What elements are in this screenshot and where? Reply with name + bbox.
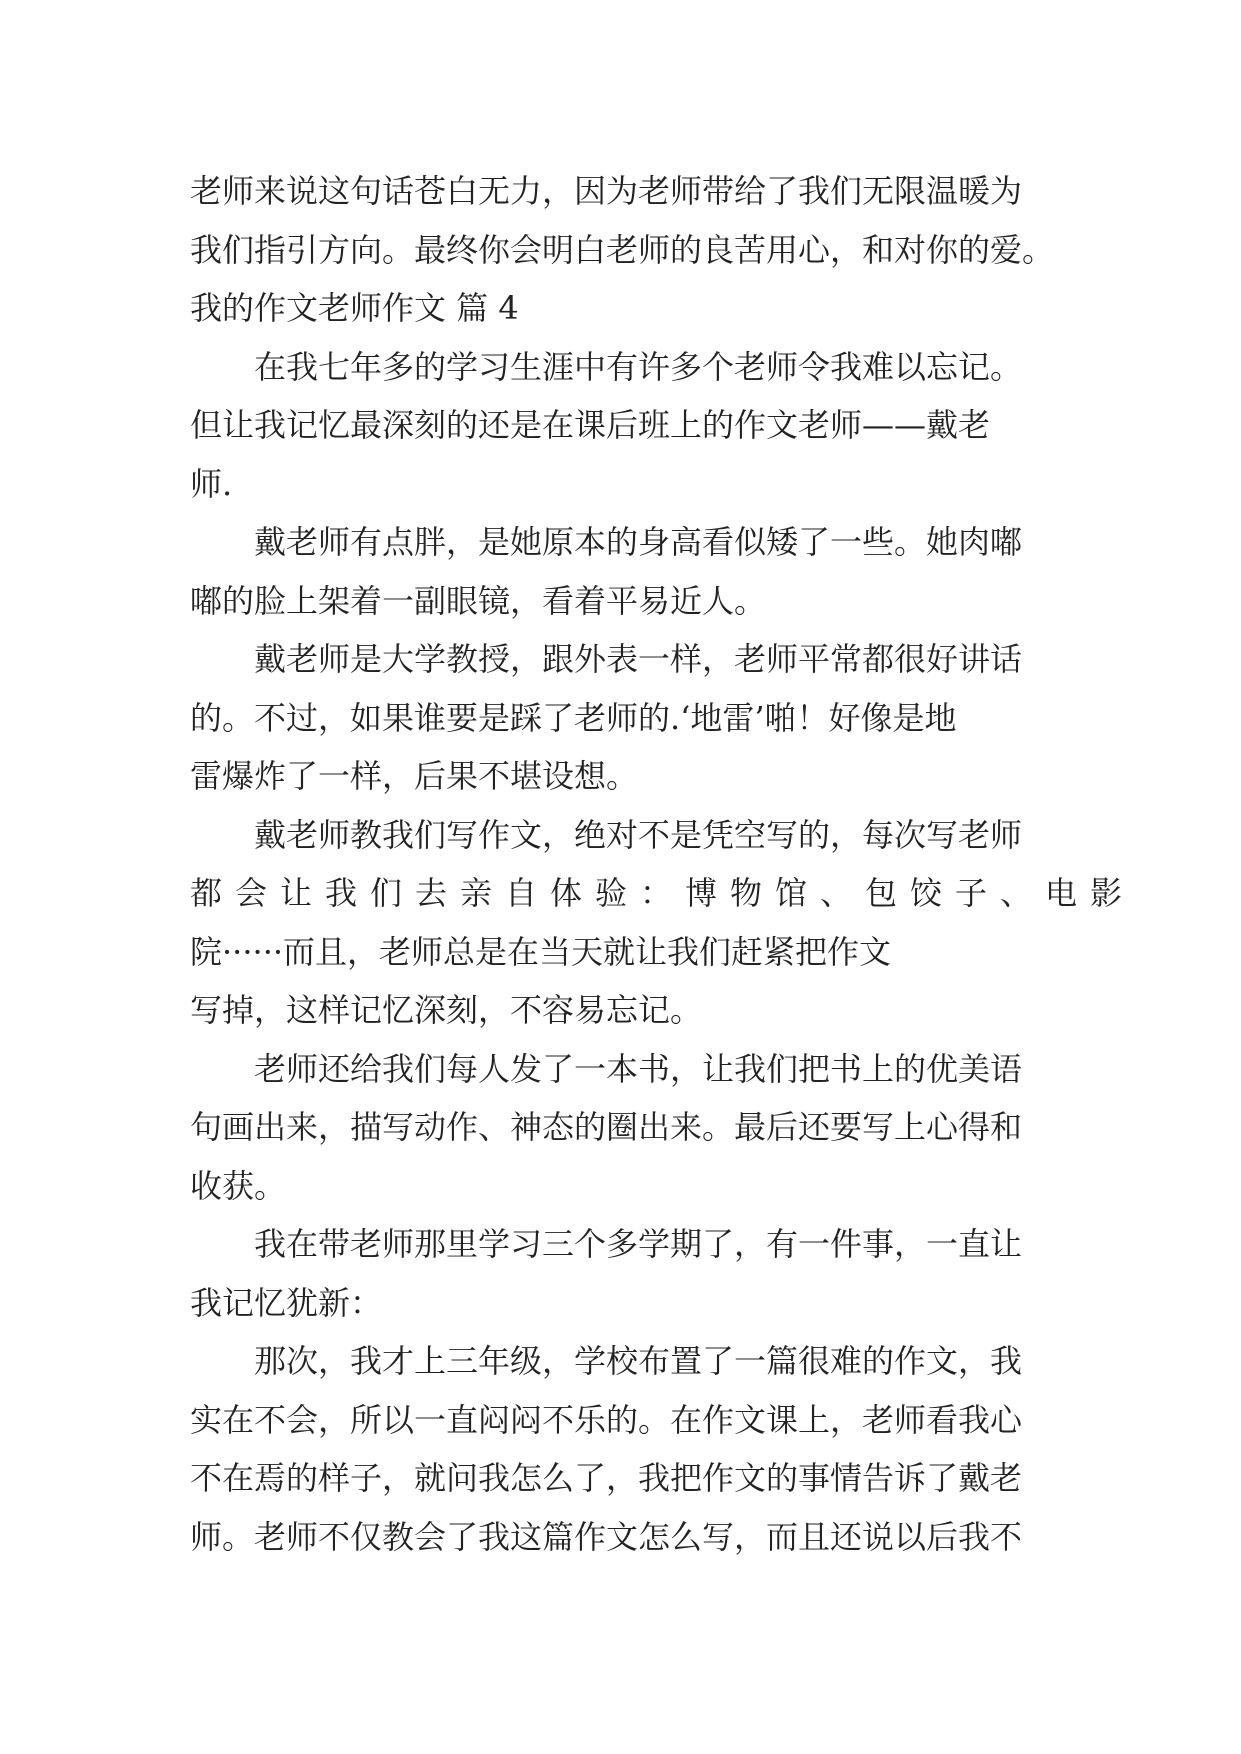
text-line: 雷爆炸了一样，后果不堪设想。 bbox=[190, 757, 639, 795]
text-line: 戴老师是大学教授，跟外表一样，老师平常都很好讲话 bbox=[254, 640, 1023, 678]
text-line: 但让我记忆最深刻的还是在课后班上的作文老师——戴老 bbox=[190, 406, 991, 444]
text-line: 老师还给我们每人发了一本书，让我们把书上的优美语 bbox=[254, 1049, 1023, 1088]
text-line: 师. bbox=[190, 464, 233, 503]
text-line: 不在焉的样子，就问我怎么了，我把作文的事情告诉了戴老 bbox=[190, 1459, 1023, 1497]
text-line: 老师来说这句话苍白无力，因为老师带给了我们无限温暖为 bbox=[190, 172, 1023, 210]
text-line: 师。老师不仅教会了我这篇作文怎么写，而且还说以后我不 bbox=[190, 1517, 1023, 1556]
text-line: 在我七年多的学习生涯中有许多个老师令我难以忘记。 bbox=[254, 347, 1023, 386]
text-line: 都会让我们去亲自体验：博物馆、包饺子、电影 bbox=[190, 874, 1136, 912]
section-heading: 我的作文老师作文 篇 4 bbox=[190, 289, 519, 327]
essay-text bbox=[190, 162, 1136, 1566]
text-line: 嘟的脸上架着一副眼镜，看着平易近人。 bbox=[190, 581, 767, 620]
text-line: 那次，我才上三年级，学校布置了一篇很难的作文，我 bbox=[254, 1342, 1023, 1380]
text-line: 收获。 bbox=[190, 1166, 287, 1205]
text-line: 实在不会，所以一直闷闷不乐的。在作文课上，老师看我心 bbox=[190, 1400, 1023, 1439]
text-line: 的。不过，如果谁要是踩了老师的.‘地雷’啪！好像是地 bbox=[190, 698, 957, 737]
text-line: 院······而且，老师总是在当天就让我们赶紧把作文 bbox=[190, 932, 892, 971]
text-line: 句画出来，描写动作、神态的圈出来。最后还要写上心得和 bbox=[190, 1108, 1023, 1146]
text-line: 戴老师教我们写作文，绝对不是凭空写的，每次写老师 bbox=[254, 815, 1023, 854]
text-line: 我记忆犹新： bbox=[190, 1283, 383, 1322]
text-line: 我在带老师那里学习三个多学期了，有一件事，一直让 bbox=[254, 1225, 1023, 1263]
text-line: 我们指引方向。最终你会明白老师的良苦用心，和对你的爱。 bbox=[190, 230, 1055, 269]
text-line: 戴老师有点胖，是她原本的身高看似矮了一些。她肉嘟 bbox=[254, 523, 1023, 561]
text-line: 写掉，这样记忆深刻，不容易忘记。 bbox=[190, 991, 703, 1029]
